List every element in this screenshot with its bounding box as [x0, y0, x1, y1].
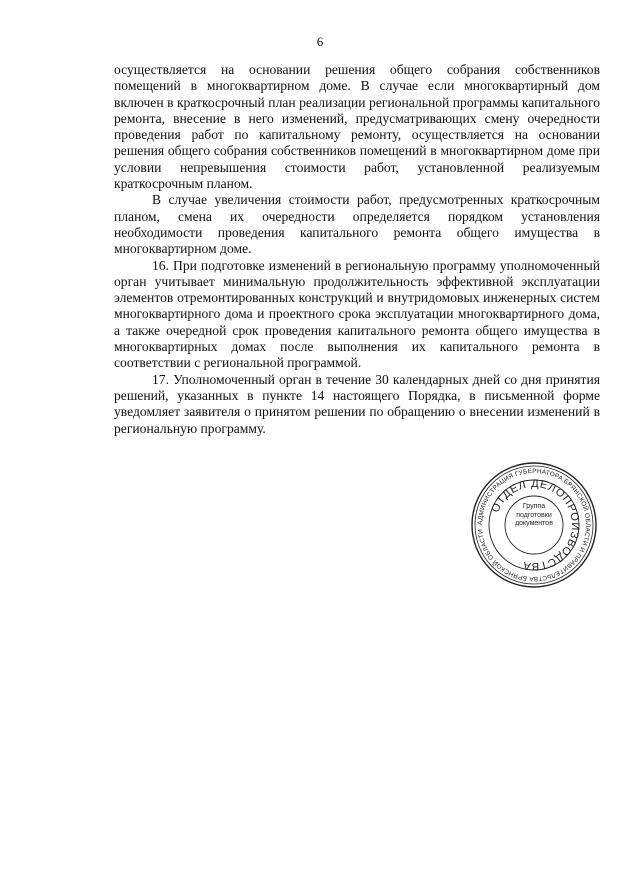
paragraph-2: В случае увеличения стоимости работ, предусмотренных краткосрочным планом, смена их очередности определяется порядком установления необходимости проведения капитального ремонта общего имущества в многоквартирном доме. — [114, 192, 600, 257]
official-stamp — [470, 461, 598, 589]
stamp-outer-ring-text: АДМИНИСТРАЦИЯ ГУБЕРНАТОРА БРЯНСКОЙ ОБЛАСТИ И ПРАВИТЕЛЬСТВА БРЯНСКОЙ ОБЛАСТИ — [476, 467, 592, 583]
paragraph-1: осуществляется на основании решения общего собрания собственников помещений в многоквартирном доме. В случае если многоквартирный дом включен в краткосрочный план реализации региональной программы капитального ремонта, внесение в него изменений, предусматривающих смену очередности проведения работ по капитальному ремонту, осуществляется на основании решения общего собрания собственников помещений в многоквартирном доме при условии непревышения стоимости работ, установленной реализуемым краткосрочным планом. — [114, 62, 600, 192]
stamp-center-text — [504, 503, 564, 529]
paragraph-3: 16. При подготовке изменений в региональную программу уполномоченный орган учитывает минимальную продолжительность эффективной эксплуатации элементов отремонтированных конструкций и внутридомовых инженерных систем многоквартирного дома и проектного срока эксплуатации многоквартирного дома, а также очередной срок проведения капитального ремонта общего имущества в многоквартирных домах после выполнения их капитального ремонта в соответствии с региональной программой. — [114, 257, 600, 371]
body-text — [114, 62, 600, 437]
stamp-center-line: Группа — [522, 503, 546, 510]
page-number: 6 — [316, 34, 324, 49]
paragraph-4: 17. Уполномоченный орган в течение 30 календарных дней со дня принятия решений, указанных в пункте 14 настоящего Порядка, в письменной форме уведомляет заявителя о принятом решении по обращению о внесении изменений в региональную программу. — [114, 371, 600, 436]
stamp-center-line: документов — [515, 520, 553, 527]
stamp-inner-ring-text: ОТДЕЛ ДЕЛОПРОИЗВОДСТВА — [489, 477, 582, 573]
stamp-center-line: подготовки — [516, 511, 552, 519]
